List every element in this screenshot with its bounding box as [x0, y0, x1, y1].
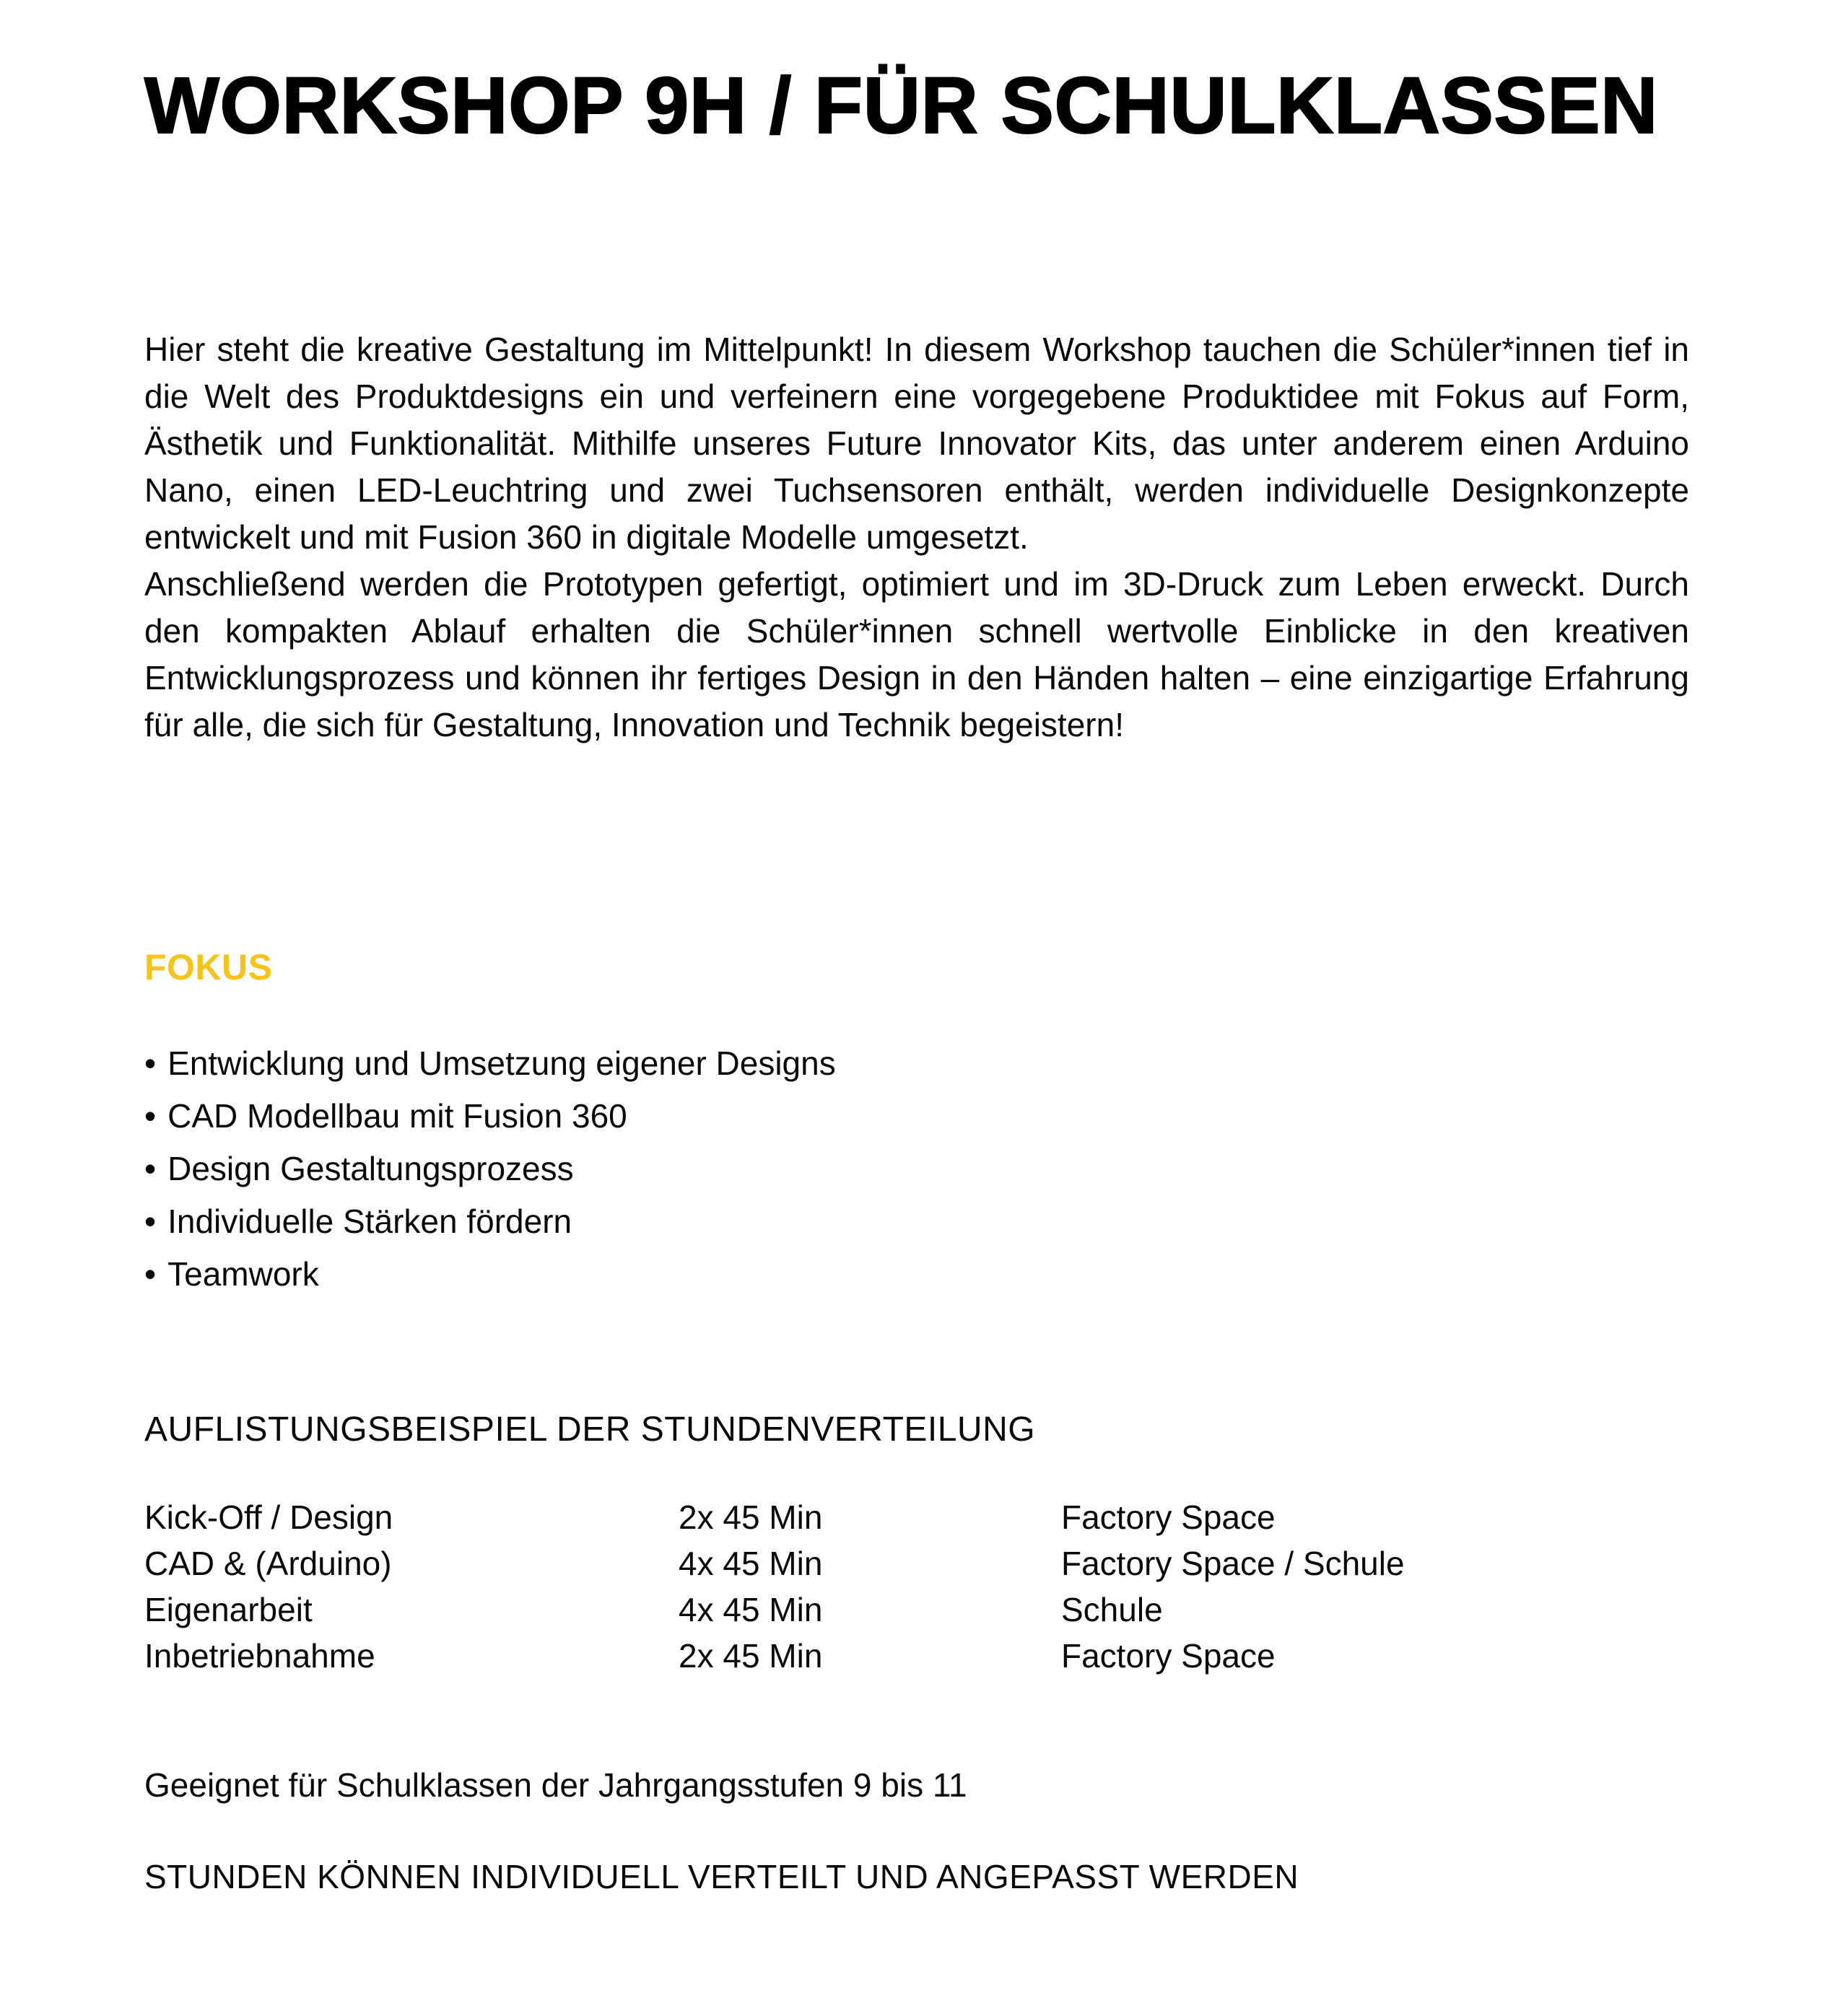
- intro-paragraph-2: Anschließend werden die Prototypen gefertigt, optimiert und im 3D-Druck zum Leben erweckt. Durch den kompakten Ablauf erhalten die Schüler*innen schnell wertvolle Einblicke in den kreativen Entwicklungsprozess und können ihr fertiges Design in den Händen halten – eine einzigartige Erfahrung für alle, die sich für Gestaltung, Innovation und Technik begeistern!: [144, 564, 1689, 743]
- flexibility-note: STUNDEN KÖNNEN INDIVIDUELL VERTEILT UND ANGEPASST WERDEN: [144, 1857, 1299, 1895]
- schedule-activity: Eigenarbeit: [144, 1590, 313, 1628]
- schedule-location: Factory Space / Schule: [1061, 1544, 1405, 1582]
- schedule-duration: 2x 45 Min: [679, 1636, 823, 1675]
- schedule-heading: AUFLISTUNGSBEISPIEL DER STUNDENVERTEILUNG: [144, 1410, 1036, 1449]
- fokus-item-label: CAD Modellbau mit Fusion 360: [167, 1096, 627, 1135]
- schedule-activity: Inbetriebnahme: [144, 1636, 375, 1675]
- fokus-heading: FOKUS: [144, 946, 273, 987]
- schedule-activity: CAD & (Arduino): [144, 1544, 392, 1582]
- fokus-list: [144, 1037, 1689, 1301]
- fokus-list-item: [144, 1143, 1689, 1195]
- schedule-location: Factory Space: [1061, 1498, 1276, 1536]
- schedule-table: [144, 1494, 1689, 1679]
- schedule-duration: 2x 45 Min: [679, 1498, 823, 1536]
- fokus-list-item: [144, 1195, 1689, 1248]
- schedule-duration: 4x 45 Min: [679, 1590, 823, 1628]
- bullet-icon: •: [144, 1096, 157, 1135]
- schedule-activity: Kick-Off / Design: [144, 1498, 393, 1536]
- page-content: [144, 0, 1689, 1900]
- fokus-list-item: [144, 1090, 1689, 1143]
- bullet-icon: •: [144, 1254, 157, 1293]
- bullet-icon: •: [144, 1044, 157, 1082]
- schedule-duration: 4x 45 Min: [679, 1544, 823, 1582]
- bullet-icon: •: [144, 1149, 157, 1187]
- intro-text: [144, 326, 1689, 749]
- schedule-location: Factory Space: [1061, 1636, 1276, 1675]
- intro-paragraph-1: Hier steht die kreative Gestaltung im Mittelpunkt! In diesem Workshop tauchen die Schüler*innen tief in die Welt des Produktdesigns ein und verfeinern eine vorgegebene Produktidee mit Fokus auf Form, Ästhetik und Funktionalität. Mithilfe unseres Future Innovator Kits, das unter anderem einen Arduino Nano, einen LED-Leuchtring und zwei Tuchsensoren enthält, werden individuelle Designkonzepte entwickelt und mit Fusion 360 in digitale Modelle umgesetzt.: [144, 330, 1689, 556]
- fokus-item-label: Design Gestaltungsprozess: [167, 1149, 574, 1187]
- fokus-list-item: [144, 1037, 1689, 1090]
- suitability-note: Geeignet für Schulklassen der Jahrgangsstufen 9 bis 11: [144, 1766, 967, 1804]
- fokus-item-label: Entwicklung und Umsetzung eigener Designs: [167, 1044, 836, 1082]
- fokus-list-item: [144, 1248, 1689, 1301]
- fokus-item-label: Teamwork: [167, 1254, 319, 1293]
- fokus-item-label: Individuelle Stärken fördern: [167, 1202, 572, 1240]
- bullet-icon: •: [144, 1202, 157, 1240]
- page-title: WORKSHOP 9H / FÜR SCHULKLASSEN: [144, 61, 1658, 150]
- schedule-location: Schule: [1061, 1590, 1163, 1628]
